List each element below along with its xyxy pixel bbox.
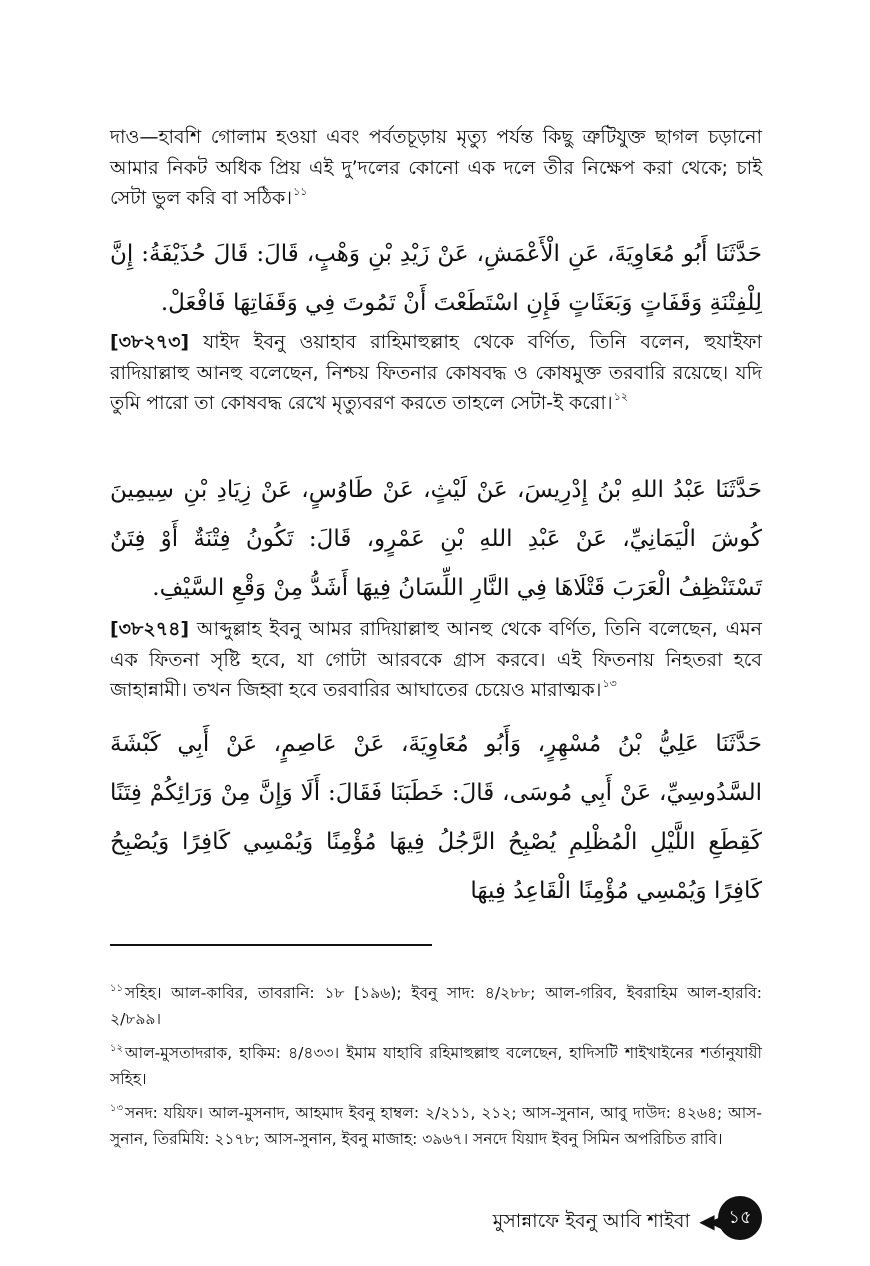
hadith-translation-38274 <box>110 614 762 706</box>
arabic-text: حَدَّثَنَا أَبُو مُعَاوِيَةَ، عَنِ الْأَعْمَشِ، عَنْ زَيْدِ بْنِ وَهْبٍ، قَالَ: قَالَ حُذَيْفَةُ: إِنَّ لِلْفِتْنَةِ وَقَفَاتٍ وَبَعَثَاتٍ فَإِنِ اسْتَطَعْتَ أَنْ تَمُوتَ فِي وَقَفَاتِهَا فَافْعَلْ. <box>110 241 762 316</box>
bengali-paragraph-continued <box>110 122 762 214</box>
hadith-number: [৩৮২৭৩] <box>110 331 190 353</box>
footnote-marker: ১২ <box>613 390 628 403</box>
double-arrow-left-icon: ◀◀ <box>699 1209 718 1233</box>
footnote-marker: ১১ <box>293 185 308 198</box>
arabic-hadith-1 <box>110 230 762 328</box>
footnote-13 <box>110 1100 762 1152</box>
translation-text: আব্দুল্লাহ ইবনু আমর রাদিয়াল্লাহু আনহু থেকে বর্ণিত, তিনি বলেছেন, এমন এক ফিতনা সৃষ্টি হবে, যা গোটা আরবকে গ্রাস করবে। এই ফিতনায় নিহতরা হবে জাহান্নামী। তখন জিহ্বা হবে তরবারির আঘাতের চেয়েও মারাত্মক। <box>110 618 762 701</box>
footnote-number: ১১ <box>110 983 123 994</box>
footnote-number: ১৩ <box>110 1103 123 1114</box>
arabic-hadith-2 <box>110 466 762 613</box>
footnote-text: আল-মুসতাদরাক, হাকিম: ৪/৪৩৩। ইমাম যাহাবি রহিমাহুল্লাহু বলেছেন, হাদিসটি শাইখাইনের শর্তানুযায়ী সহিহ। <box>110 1044 762 1088</box>
page-footer <box>110 1192 762 1248</box>
arabic-hadith-3 <box>110 720 762 916</box>
paragraph-text: দাও—হাবশি গোলাম হওয়া এবং পর্বতচূড়ায় মৃত্যু পর্যন্ত কিছু ত্রুটিযুক্ত ছাগল চড়ানো আমার নিকট অধিক প্রিয় এই দু’দলের কোনো এক দলে তীর নিক্ষেপ করা থেকে; চাই সেটা ভুল করি বা সঠিক। <box>110 126 762 209</box>
arabic-text: حَدَّثَنَا عَبْدُ اللهِ بْنُ إِدْرِيسَ، عَنْ لَيْثٍ، عَنْ طَاوُسٍ، عَنْ زِيَادِ بْنِ سِيمِينَ كُوشَ الْيَمَانِيِّ، عَنْ عَبْدِ اللهِ بْنِ عَمْرٍو، قَالَ: تَكُونُ فِتْنَةٌ أَوْ فِتَنٌ تَسْتَنْظِفُ الْعَرَبَ قَتْلَاهَا فِي النَّارِ اللِّسَانُ فِيهَا أَشَدُّ مِنْ وَقْعِ السَّيْفِ. <box>110 477 762 601</box>
footnote-number: ১২ <box>110 1043 123 1054</box>
footnote-12 <box>110 1040 762 1092</box>
page-number-badge: ১৫ <box>718 1196 762 1240</box>
book-page <box>110 0 762 1266</box>
footnote-marker: ১৩ <box>602 677 617 690</box>
footnote-11 <box>110 980 762 1032</box>
footnote-text: সহিহ। আল-কাবির, তাবরানি: ১৮ [১৯৬); ইবনু সাদ: ৪/২৮৮; আল-গরিব, ইবরাহিম আল-হারবি: ২/৮৯৯। <box>110 984 762 1028</box>
footnote-divider <box>110 944 432 946</box>
translation-text: যাইদ ইবনু ওয়াহাব রাহিমাহুল্লাহ থেকে বর্ণিত, তিনি বলেন, হুযাইফা রাদিয়াল্লাহু আনহু বলেছেন, নিশ্চয় ফিতনার কোষবদ্ধ ও কোষমুক্ত তরবারি রয়েছে। যদি তুমি পারো তা কোষবদ্ধ রেখে মৃত্যুবরণ করতে তাহলে সেটা-ই করো। <box>110 331 762 414</box>
arabic-text: حَدَّثَنَا عَلِيُّ بْنُ مُسْهِرٍ، وَأَبُو مُعَاوِيَةَ، عَنْ عَاصِمٍ، عَنْ أَبِي كَبْشَةَ السَّدُوسِيِّ، عَنْ أَبِي مُوسَى، قَالَ: خَطَبَنَا فَقَالَ: أَلَا وَإِنَّ مِنْ وَرَائِكُمْ فِتَنًا كَقِطَعِ اللَّيْلِ الْمُظْلِمِ يُصْبِحُ الرَّجُلُ فِيهَا مُؤْمِنًا وَيُمْسِي كَافِرًا وَيُصْبِحُ كَافِرًا وَيُمْسِي مُؤْمِنًا الْقَاعِدُ فِيهَا <box>110 731 762 904</box>
book-title: মুসান্নাফে ইবনু আবি শাইবা <box>492 1210 690 1232</box>
footnote-text: সনদ: যয়িফ। আল-মুসনাদ, আহমাদ ইবনু হাম্বল: ২/২১১, ২১২; আস-সুনান, আবু দাউদ: ৪২৬৪; আস-সুনান, তিরমিযি: ২১৭৮; আস-সুনান, ইবনু মাজাহ: ৩৯৬৭। সনদে যিয়াদ ইবনু সিমিন অপরিচিত রাবি। <box>110 1104 762 1148</box>
hadith-number: [৩৮২৭৪] <box>110 618 190 640</box>
hadith-translation-38273 <box>110 327 762 419</box>
